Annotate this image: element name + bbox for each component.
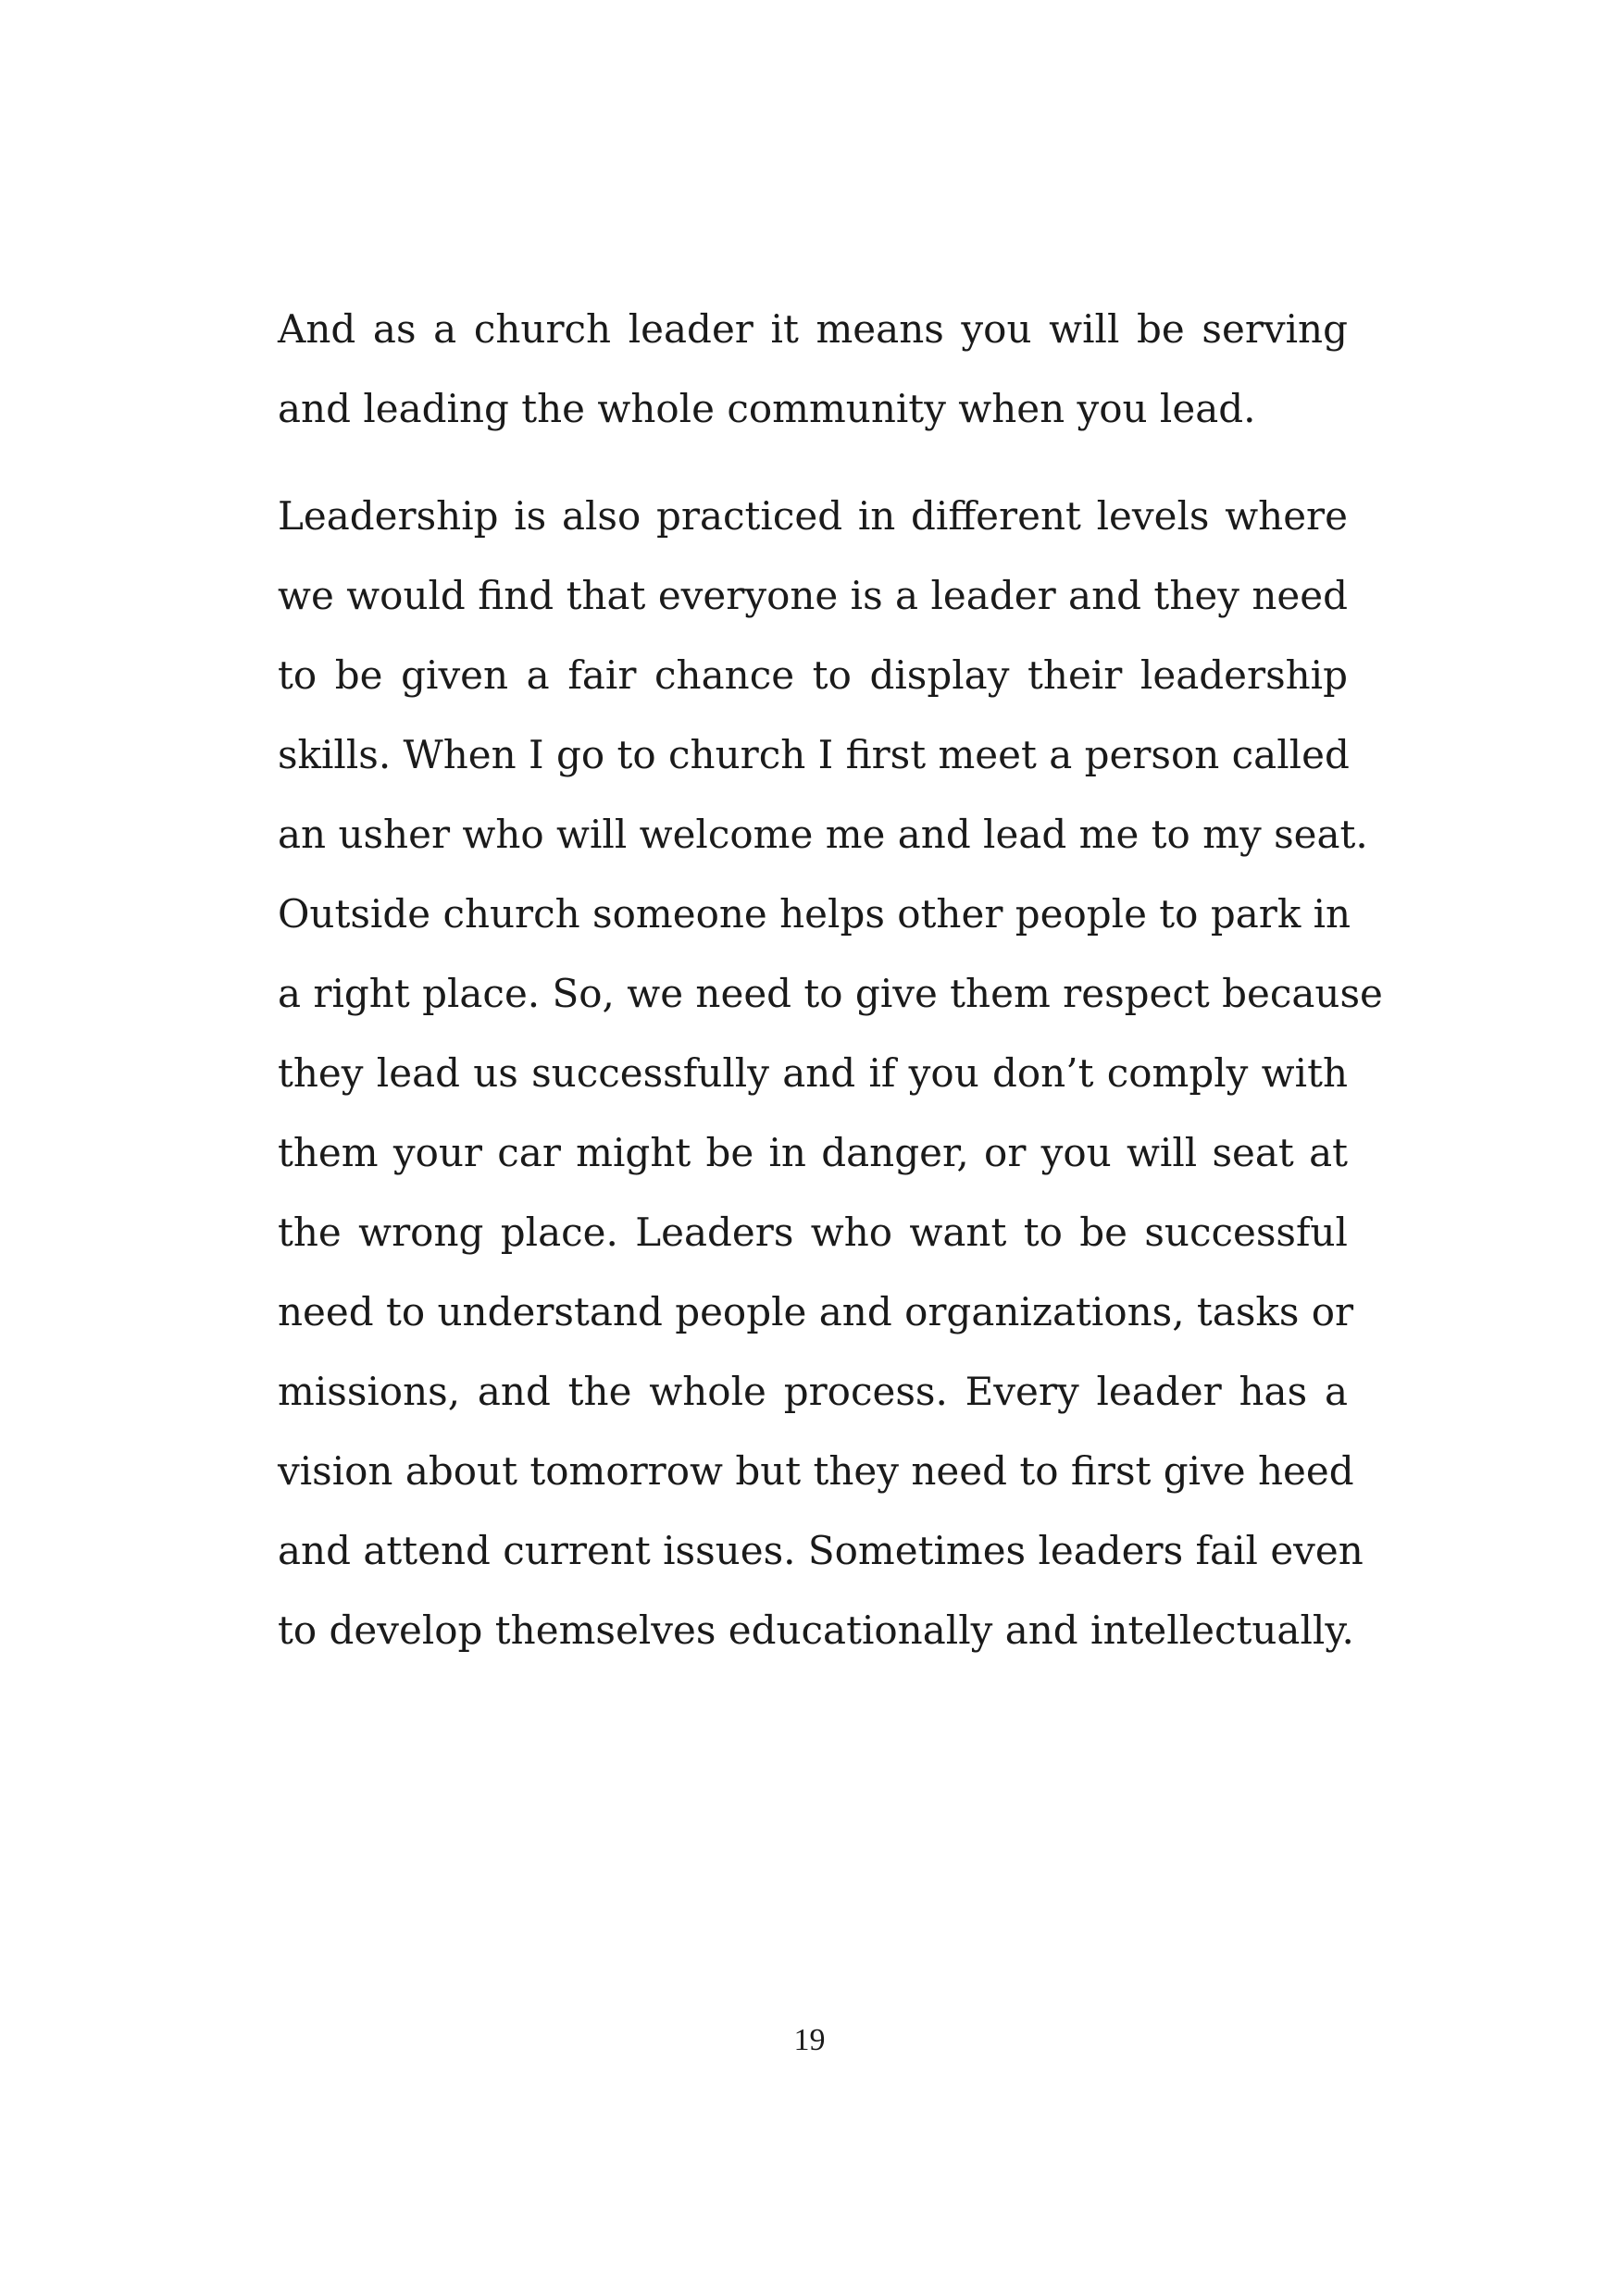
text-line: the wrong place. Leaders who want to be successful	[278, 1210, 1348, 1255]
text-line: vision about tomorrow but they need to first give heed	[278, 1448, 1354, 1494]
page-number: 19	[793, 2023, 826, 2057]
text-line: we would find that everyone is a leader and they need	[278, 573, 1348, 618]
text-line: Leadership is also practiced in different levels where	[278, 493, 1348, 539]
text-line: need to understand people and organizations, tasks or	[278, 1289, 1354, 1334]
text-line: skills. When I go to church I first meet a person called	[278, 732, 1350, 777]
body-text	[278, 290, 1383, 1670]
text-line: they lead us successfully and if you don’t comply with	[278, 1050, 1348, 1096]
text-line: missions, and the whole process. Every leader has a	[278, 1369, 1348, 1414]
text-line: Outside church someone helps other people to park in	[278, 891, 1351, 937]
text-line: to develop themselves educationally and intellectually.	[278, 1607, 1354, 1653]
text-line: And as a church leader it means you will be serving	[278, 306, 1348, 352]
text-line: and attend current issues. Sometimes leaders fail even	[278, 1528, 1364, 1573]
text-line: them your car might be in danger, or you will seat at	[278, 1130, 1348, 1175]
text-line: an usher who will welcome me and lead me to my seat.	[278, 812, 1368, 857]
text-line: to be given a fair chance to display their leadership	[278, 652, 1348, 698]
paragraph-2	[278, 477, 1383, 1670]
paragraph-1	[278, 290, 1348, 449]
text-line: and leading the whole community when you lead.	[278, 386, 1256, 431]
text-line: a right place. So, we need to give them respect because	[278, 971, 1383, 1016]
